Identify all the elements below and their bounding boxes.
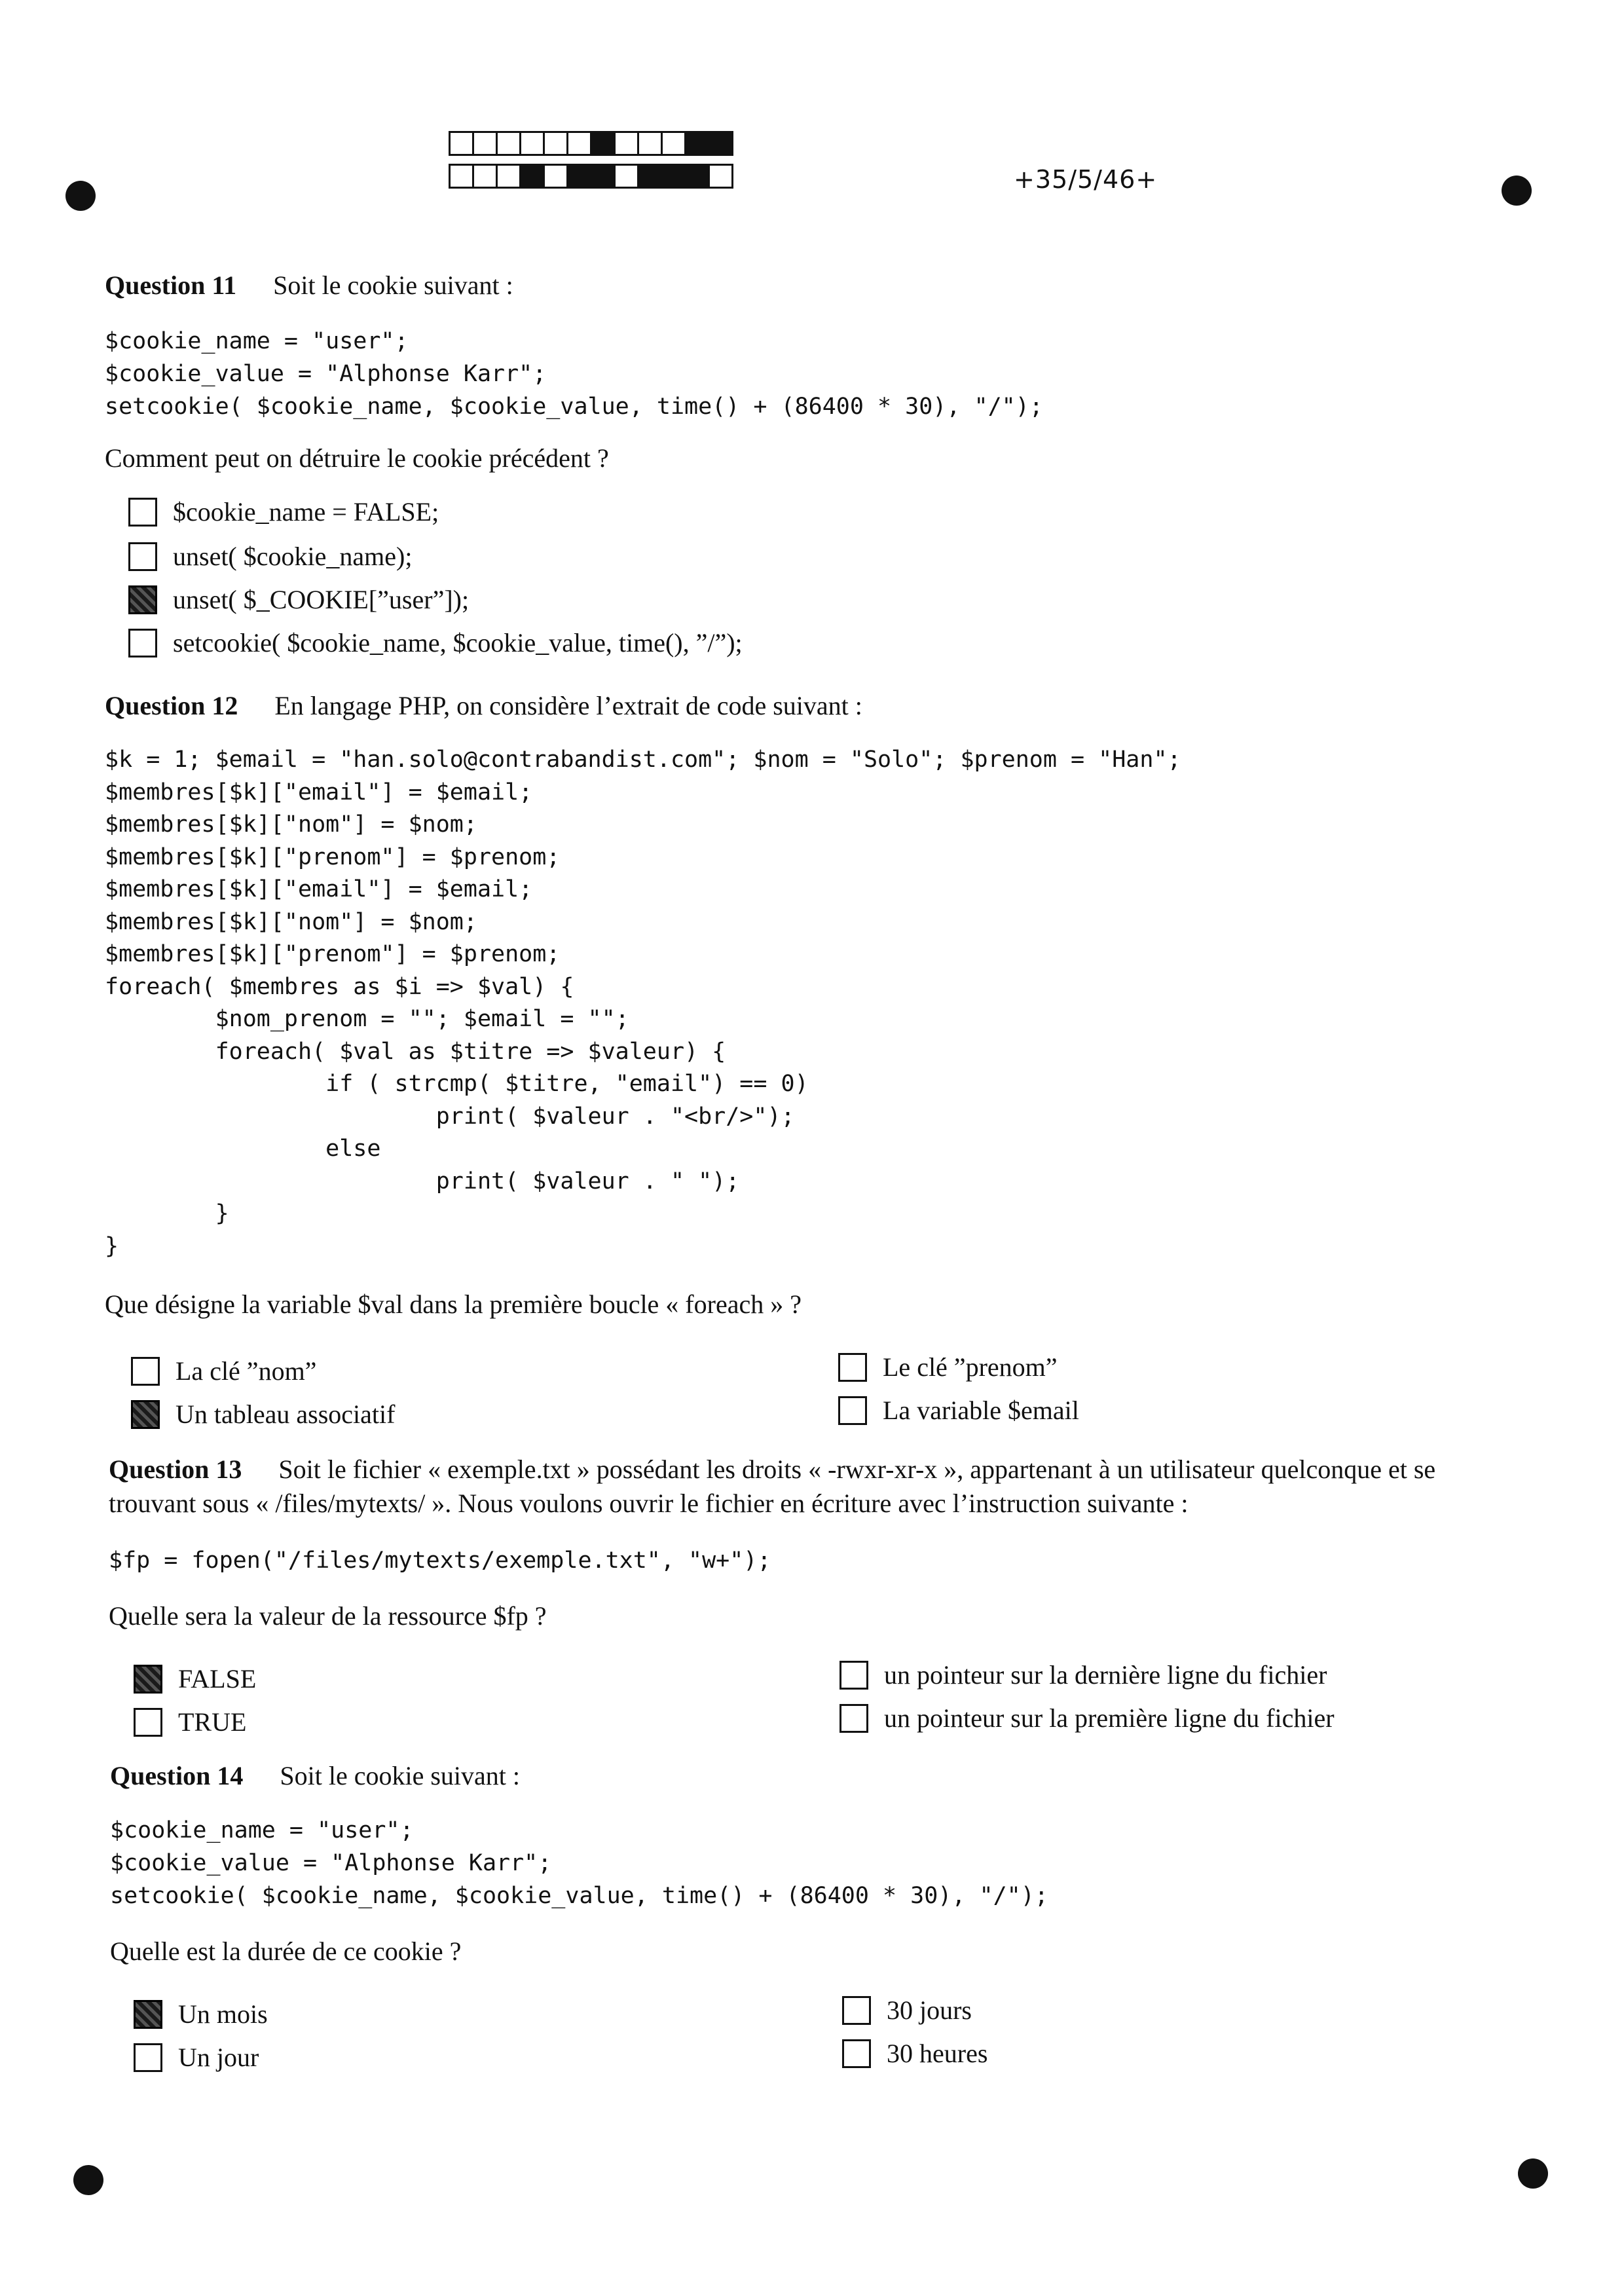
answer-option[interactable] xyxy=(838,1352,1058,1382)
option-label: Un tableau associatif xyxy=(175,1399,396,1429)
option-label: Un jour xyxy=(178,2043,259,2072)
id-boxes-row-1 xyxy=(449,131,733,156)
answer-option[interactable] xyxy=(842,2038,987,2069)
answer-option[interactable] xyxy=(134,1999,268,2029)
question-intro: En langage PHP, on considère l’extrait de code suivant : xyxy=(274,691,862,720)
checkbox[interactable] xyxy=(128,629,157,657)
answer-option[interactable] xyxy=(128,496,439,527)
answer-option[interactable] xyxy=(840,1703,1335,1733)
question-intro: Soit le fichier « exemple.txt » possédant les droits « -rwxr-xr-x », appartenant à un utilisateur quelconque et se trouvant sous « /files/mytexts/ ». Nous voulons ouvrir le fichier en écriture avec l’instruction suivante : xyxy=(109,1454,1436,1518)
option-label: Le clé ”prenom” xyxy=(883,1352,1058,1382)
question-prompt: Quelle sera la valeur de la ressource $fp ? xyxy=(109,1601,547,1631)
answer-option[interactable] xyxy=(131,1399,395,1430)
option-label: setcookie( $cookie_name, $cookie_value, time(), ”/”); xyxy=(173,628,743,657)
question-11-heading xyxy=(105,270,513,301)
checkbox-checked[interactable] xyxy=(131,1400,160,1429)
code-block: $fp = fopen("/files/mytexts/exemple.txt", "w+"); xyxy=(109,1547,771,1574)
registration-mark-bottom-left xyxy=(73,2165,103,2195)
option-label: TRUE xyxy=(178,1707,247,1737)
answer-option[interactable] xyxy=(842,1995,972,2026)
checkbox[interactable] xyxy=(842,2039,871,2068)
question-intro: Soit le cookie suivant : xyxy=(273,270,513,300)
code-block: $cookie_name = "user"; $cookie_value = "Alphonse Karr"; setcookie( $cookie_name, $cookie_value, time() + (86400 * 30), "/"); xyxy=(110,1817,1048,1909)
checkbox[interactable] xyxy=(840,1661,868,1690)
question-title: Question 11 xyxy=(105,270,237,300)
question-13-heading xyxy=(109,1453,1510,1521)
checkbox[interactable] xyxy=(838,1353,867,1382)
answer-option[interactable] xyxy=(134,1663,256,1694)
checkbox-checked[interactable] xyxy=(128,585,157,614)
option-label: unset( $_COOKIE[”user”]); xyxy=(173,585,470,614)
option-label: La clé ”nom” xyxy=(175,1356,317,1386)
option-label: $cookie_name = FALSE; xyxy=(173,497,439,527)
checkbox[interactable] xyxy=(134,2043,162,2072)
question-14-heading xyxy=(110,1760,520,1791)
registration-mark-top-right xyxy=(1502,176,1532,206)
registration-mark-bottom-right xyxy=(1518,2158,1548,2189)
answer-option[interactable] xyxy=(128,541,412,572)
answer-option[interactable] xyxy=(131,1356,316,1386)
checkbox[interactable] xyxy=(134,1708,162,1737)
checkbox[interactable] xyxy=(838,1396,867,1425)
question-title: Question 14 xyxy=(110,1761,244,1790)
page-code: +35/5/46+ xyxy=(1014,165,1158,194)
question-title: Question 13 xyxy=(109,1454,242,1484)
option-label: La variable $email xyxy=(883,1396,1079,1425)
question-prompt: Que désigne la variable $val dans la première boucle « foreach » ? xyxy=(105,1289,802,1319)
answer-option[interactable] xyxy=(134,1707,246,1737)
checkbox[interactable] xyxy=(131,1357,160,1386)
question-12-heading xyxy=(105,690,862,721)
answer-option[interactable] xyxy=(128,627,743,658)
question-intro: Soit le cookie suivant : xyxy=(280,1761,520,1790)
answer-option[interactable] xyxy=(840,1659,1327,1690)
option-label: Un mois xyxy=(178,1999,268,2029)
option-label: unset( $cookie_name); xyxy=(173,542,413,571)
checkbox[interactable] xyxy=(128,542,157,571)
code-block: $k = 1; $email = "han.solo@contrabandist.com"; $nom = "Solo"; $prenom = "Han"; $membres[$k]["email"] = $email; $membres[$k]["nom"] = $nom; $membres[$k]["prenom"] = $prenom; $membres[$k]["email"] = $email; $membres[$k]["nom"] = $nom; $membres[$k]["prenom"] = $prenom; foreach( $membres as $i => $val) { $nom_prenom = ""; $email = ""; foreach( $val as $titre => $valeur) { if ( strcmp( $titre, "email") == 0) print( $valeur . "<br/>"); else print( $valeur . " "); } } xyxy=(105,747,1181,1259)
checkbox-checked[interactable] xyxy=(134,1665,162,1694)
code-block: $cookie_name = "user"; $cookie_value = "Alphonse Karr"; setcookie( $cookie_name, $cookie_value, time() + (86400 * 30), "/"); xyxy=(105,328,1043,420)
option-label: FALSE xyxy=(178,1664,257,1694)
checkbox[interactable] xyxy=(842,1996,871,2025)
answer-option[interactable] xyxy=(838,1395,1079,1426)
checkbox[interactable] xyxy=(128,498,157,527)
checkbox-checked[interactable] xyxy=(134,2000,162,2029)
registration-mark-top-left xyxy=(65,181,96,211)
question-prompt: Quelle est la durée de ce cookie ? xyxy=(110,1936,462,1966)
option-label: un pointeur sur la première ligne du fichier xyxy=(884,1703,1335,1733)
question-title: Question 12 xyxy=(105,691,238,720)
answer-option[interactable] xyxy=(134,2042,259,2073)
question-prompt: Comment peut on détruire le cookie précédent ? xyxy=(105,443,609,473)
answer-option[interactable] xyxy=(128,584,469,615)
option-label: 30 heures xyxy=(887,2039,988,2068)
id-boxes-row-2 xyxy=(449,164,733,189)
option-label: un pointeur sur la dernière ligne du fichier xyxy=(884,1660,1327,1690)
option-label: 30 jours xyxy=(887,1995,972,2025)
checkbox[interactable] xyxy=(840,1704,868,1733)
